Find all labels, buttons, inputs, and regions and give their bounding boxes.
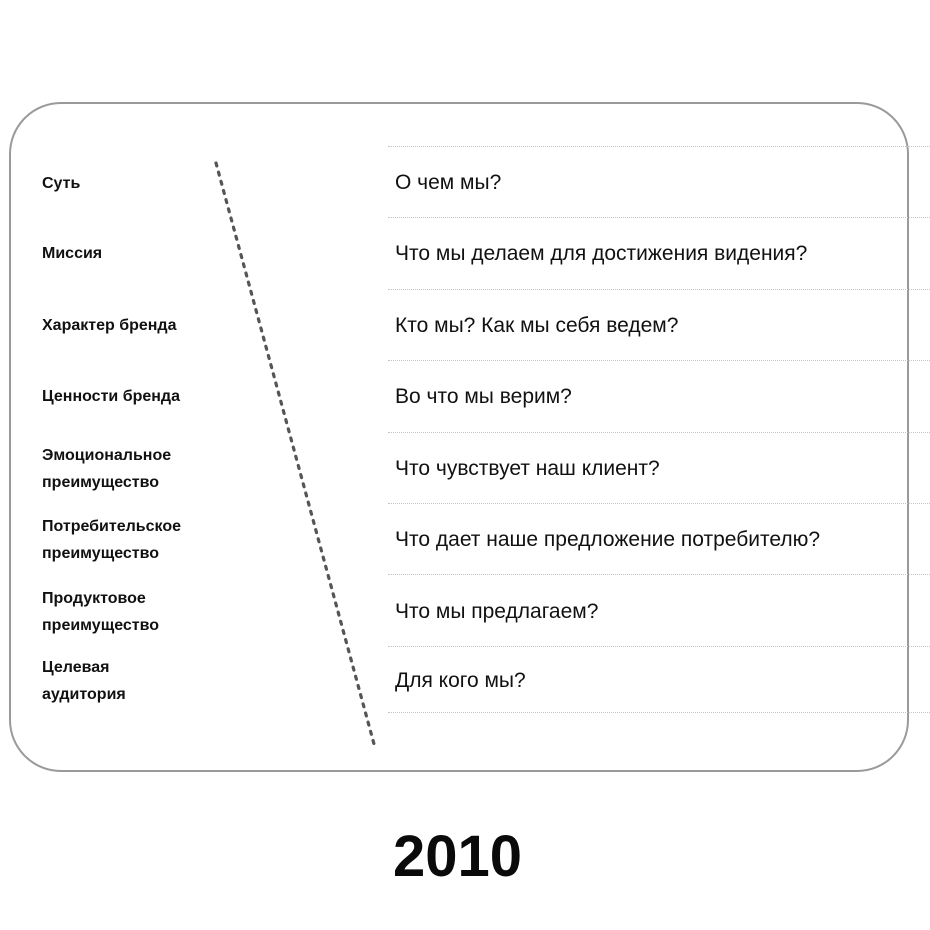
label-brand-values: Ценности бренда xyxy=(42,388,180,405)
question-mission: Что мы делаем для достижения видения? xyxy=(395,242,808,265)
row-separator xyxy=(388,503,930,504)
label-target-audience-line1: Целевая xyxy=(42,659,110,676)
label-consumer-benefit-line2: преимущество xyxy=(42,545,160,562)
label-consumer-benefit xyxy=(42,513,181,567)
label-essence: Суть xyxy=(42,175,81,192)
label-target-audience xyxy=(42,654,126,708)
row-separator xyxy=(388,432,930,433)
row-separator xyxy=(388,712,930,713)
row-separator xyxy=(388,574,930,575)
row-separator xyxy=(388,360,930,361)
row-separator xyxy=(388,646,930,647)
label-product-benefit xyxy=(42,585,159,639)
label-emotional-benefit-line1: Эмоциональное xyxy=(42,447,172,464)
row-separator xyxy=(388,146,930,147)
question-essence: О чем мы? xyxy=(395,171,502,194)
row-separator xyxy=(388,217,930,218)
label-brand-character: Характер бренда xyxy=(42,317,177,334)
question-emotional-benefit: Что чувствует наш клиент? xyxy=(395,457,660,480)
label-target-audience-line2: аудитория xyxy=(42,686,126,703)
label-product-benefit-line2: преимущество xyxy=(42,617,160,634)
question-brand-character: Кто мы? Как мы себя ведем? xyxy=(395,314,679,337)
question-consumer-benefit: Что дает наше предложение потребителю? xyxy=(395,528,821,551)
label-mission: Миссия xyxy=(42,245,103,262)
label-product-benefit-line1: Продуктовое xyxy=(42,590,146,607)
label-emotional-benefit-line2: преимущество xyxy=(42,474,160,491)
question-brand-values: Во что мы верим? xyxy=(395,385,572,408)
year-caption: 2010 xyxy=(392,824,523,889)
label-emotional-benefit xyxy=(42,442,171,496)
question-product-benefit: Что мы предлагаем? xyxy=(395,600,599,623)
question-target-audience: Для кого мы? xyxy=(395,669,526,692)
label-consumer-benefit-line1: Потребительское xyxy=(42,518,181,535)
row-separator xyxy=(388,289,930,290)
